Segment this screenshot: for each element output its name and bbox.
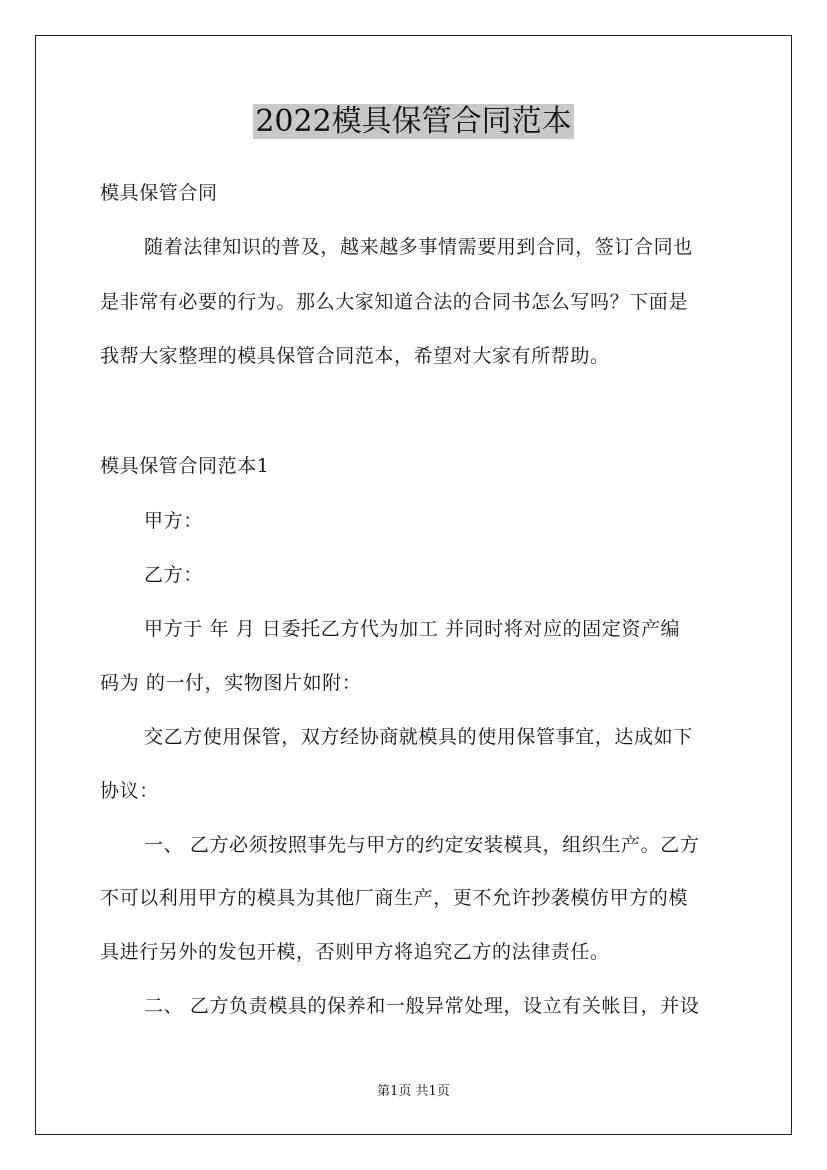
party-b-label: 乙方： — [144, 564, 203, 586]
intro-line-1: 随着法律知识的普及，越来越多事情需要用到合同，签订合同也 — [144, 236, 693, 258]
document-title-text: 2022模具保管合同范本 — [255, 104, 572, 139]
body-line-2: 码为 的一付，实物图片如附： — [100, 672, 362, 694]
page-number-footer: 第1页 共1页 — [377, 1084, 450, 1099]
document-title — [0, 101, 827, 143]
clause-1-line-2: 不可以利用甲方的模具为其他厂商生产，更不允许抄袭模仿甲方的模 — [100, 887, 689, 909]
clause-1-line-3: 具进行另外的发包开模，否则甲方将追究乙方的法律责任。 — [100, 941, 610, 963]
body-line-3: 交乙方使用保管，双方经协商就模具的使用保管事宜，达成如下 — [144, 726, 693, 748]
contract-subheading: 模具保管合同范本1 — [100, 455, 270, 477]
party-a-label: 甲方： — [144, 510, 203, 532]
intro-line-2: 是非常有必要的行为。那么大家知道合法的合同书怎么写吗？下面是 — [100, 291, 689, 313]
body-line-1: 甲方于 年 月 日委托乙方代为加工 并同时将对应的固定资产编 — [144, 618, 681, 640]
intro-line-3: 我帮大家整理的模具保管合同范本，希望对大家有所帮助。 — [100, 345, 610, 367]
section-heading: 模具保管合同 — [100, 182, 218, 204]
body-line-4: 协议： — [100, 780, 159, 802]
clause-2-line-1: 二、 乙方负责模具的保养和一般异常处理，设立有关帐目，并设 — [144, 995, 700, 1017]
clause-1-line-1: 一、 乙方必须按照事先与甲方的约定安装模具，组织生产。乙方 — [144, 834, 700, 856]
